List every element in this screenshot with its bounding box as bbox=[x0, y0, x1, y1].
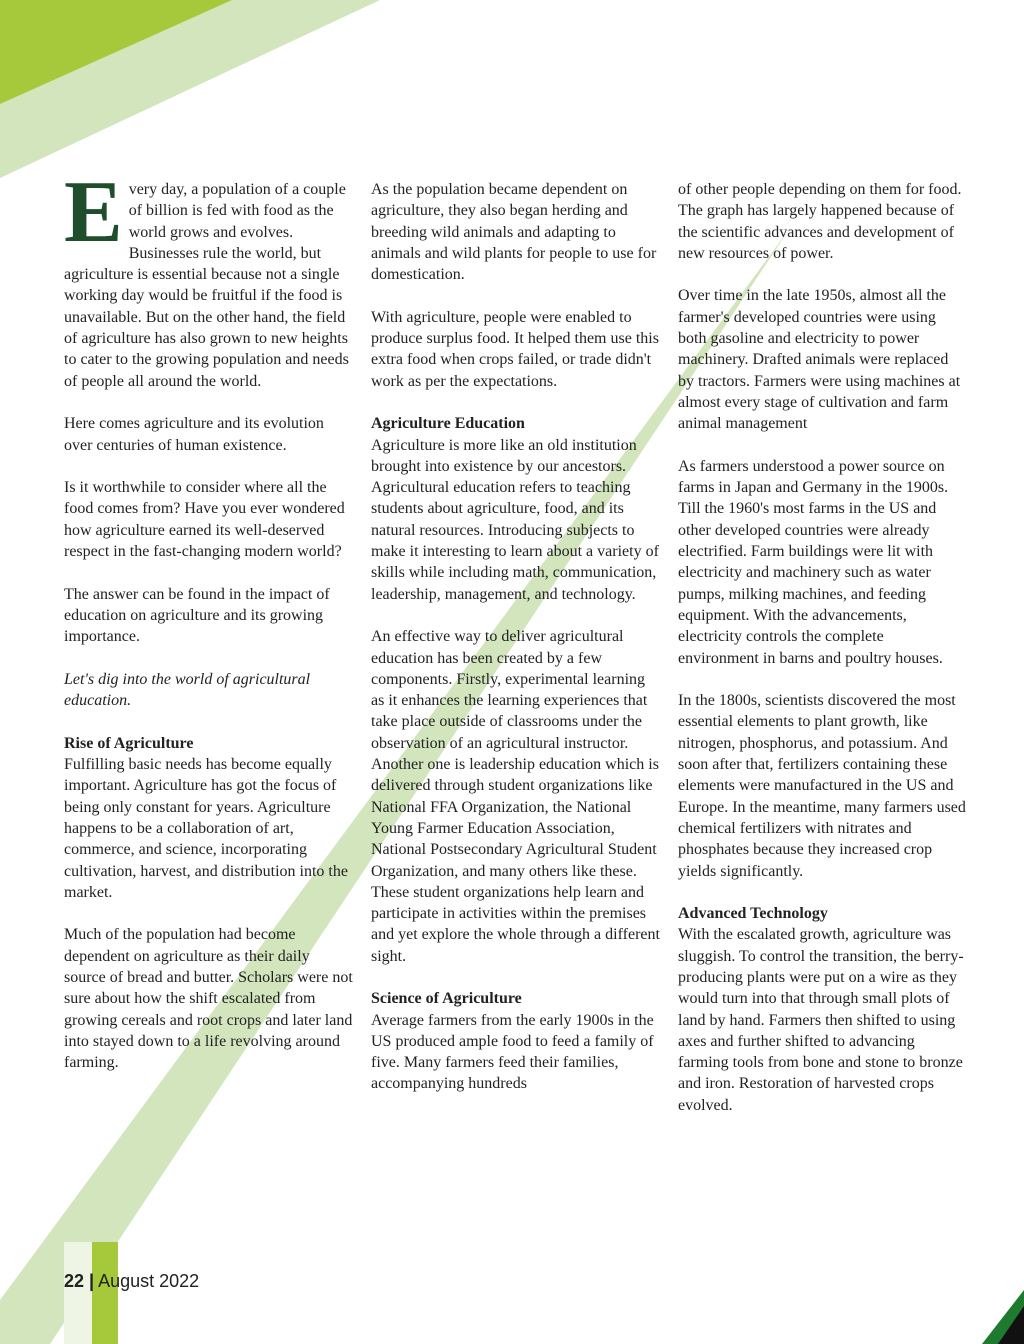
footer-green-bar bbox=[92, 1242, 118, 1344]
article-column-3 bbox=[678, 179, 968, 1116]
section-heading-agriculture-education: Agriculture Education bbox=[371, 415, 525, 433]
paragraph: Over time in the late 1950s, almost all the farmer's developed countries were using both gasoline and electricity to power machinery. Drafted animals were replaced by tractors. Farmers were using machines at almost every stage of cultivation and farm animal management bbox=[678, 287, 961, 433]
page-number: 22 bbox=[64, 1271, 85, 1291]
footer-separator: | bbox=[89, 1271, 95, 1291]
paragraph: With agriculture, people were enabled to produce surplus food. It helped them use this extra food when crops failed, or trade didn't work as per the expectations. bbox=[371, 308, 659, 390]
section-heading-advanced-technology: Advanced Technology bbox=[678, 905, 828, 923]
intro-paragraph bbox=[64, 164, 354, 392]
article-column-2 bbox=[371, 179, 661, 1095]
section-heading-rise-of-agriculture: Rise of Agriculture bbox=[64, 734, 194, 752]
drop-cap: E bbox=[64, 164, 123, 261]
paragraph: An effective way to deliver agricultural education has been created by a few components. Firstly, experimental learning as it enhances the learning experiences that take place outside of classrooms under the observation of an agricultural instructor. Another one is leadership education which is delivered through student organizations like National FFA Organization, the National Young Farmer Education Association, National Postsecondary Agricultural Student Organization, and many others like these. These student organizations help learn and participate in activities within the premises and yet explore the whole through a different sight. bbox=[371, 628, 660, 965]
paragraph: In the 1800s, scientists discovered the most essential elements to plant growth, like nitrogen, phosphorus, and potassium. And soon after that, fertilizers containing these elements were manufactured in the US and Europe. In the meantime, many farmers used chemical fertilizers with nitrates and phosphates because they increased crop yields significantly. bbox=[678, 692, 966, 880]
intro-text: very day, a population of a couple of billion is fed with food as the world grows and evolves. Businesses rule the world, but agriculture is essential because not a single working day would be fruitful if the food is unavailable. But on the other hand, the field of agriculture has also grown to new heights to cater to the growing population and needs of people all around the world. bbox=[64, 181, 349, 390]
paragraph: As farmers understood a power source on farms in Japan and Germany in the 1900s. Till the 1960's most farms in the US and other developed countries were already electrified. Farm buildings were lit with electricity and machinery such as water pumps, milking machines, and feeding equipment. With the advancements, electricity controls the complete environment in barns and poultry houses. bbox=[678, 457, 949, 667]
paragraph: The answer can be found in the impact of education on agriculture and its growing importance. bbox=[64, 585, 330, 646]
paragraph: Here comes agriculture and its evolution over centuries of human existence. bbox=[64, 415, 324, 454]
paragraph: Average farmers from the early 1900s in the US produced ample food to feed a family of five. Many farmers feed their families, accompanying hundreds bbox=[371, 1011, 654, 1093]
issue-date: August 2022 bbox=[98, 1271, 200, 1291]
paragraph: of other people depending on them for food. The graph has largely happened because of the scientific advances and development of new resources of power. bbox=[678, 181, 962, 262]
article-column-1 bbox=[64, 164, 354, 1073]
paragraph: Is it worthwhile to consider where all the food comes from? Have you ever wondered how agriculture earned its well-deserved respect in the fast-changing modern world? bbox=[64, 479, 345, 561]
page-footer bbox=[64, 1271, 199, 1292]
paragraph: Much of the population had become dependent on agriculture as their daily source of bread and butter. Scholars were not sure about how the shift escalated from growing cereals and root crops and later land into stayed down to a life revolving around farming. bbox=[64, 926, 353, 1072]
paragraph: With the escalated growth, agriculture was sluggish. To control the transition, the berry-producing plants were put on a wire as they would turn into that through small plots of land by hand. Farmers then shifted to using axes and further shifted to advancing farming tools from bone and stone to bronze and iron. Restoration of harvested crops evolved. bbox=[678, 926, 964, 1114]
paragraph: As the population became dependent on agriculture, they also began herding and breeding wild animals and adapting to animals and wild plants for people to use for domestication. bbox=[371, 181, 657, 284]
footer-pale-bar bbox=[64, 1242, 95, 1344]
paragraph: Fulfilling basic needs has become equally important. Agriculture has got the focus of being only constant for years. Agriculture happens to be a collaboration of art, commerce, and science, incorporating cultivation, harvest, and distribution into the market. bbox=[64, 756, 348, 901]
italic-paragraph: Let's dig into the world of agricultural education. bbox=[64, 670, 311, 710]
section-heading-science-of-agriculture: Science of Agriculture bbox=[371, 990, 522, 1008]
paragraph: Agriculture is more like an old institution brought into existence by our ancestors. Agricultural education refers to teaching students about agriculture, food, and its natural resources. Introducing subjects to make it interesting to learn about a variety of skills while including math, communication, leadership, management, and technology. bbox=[371, 436, 659, 603]
